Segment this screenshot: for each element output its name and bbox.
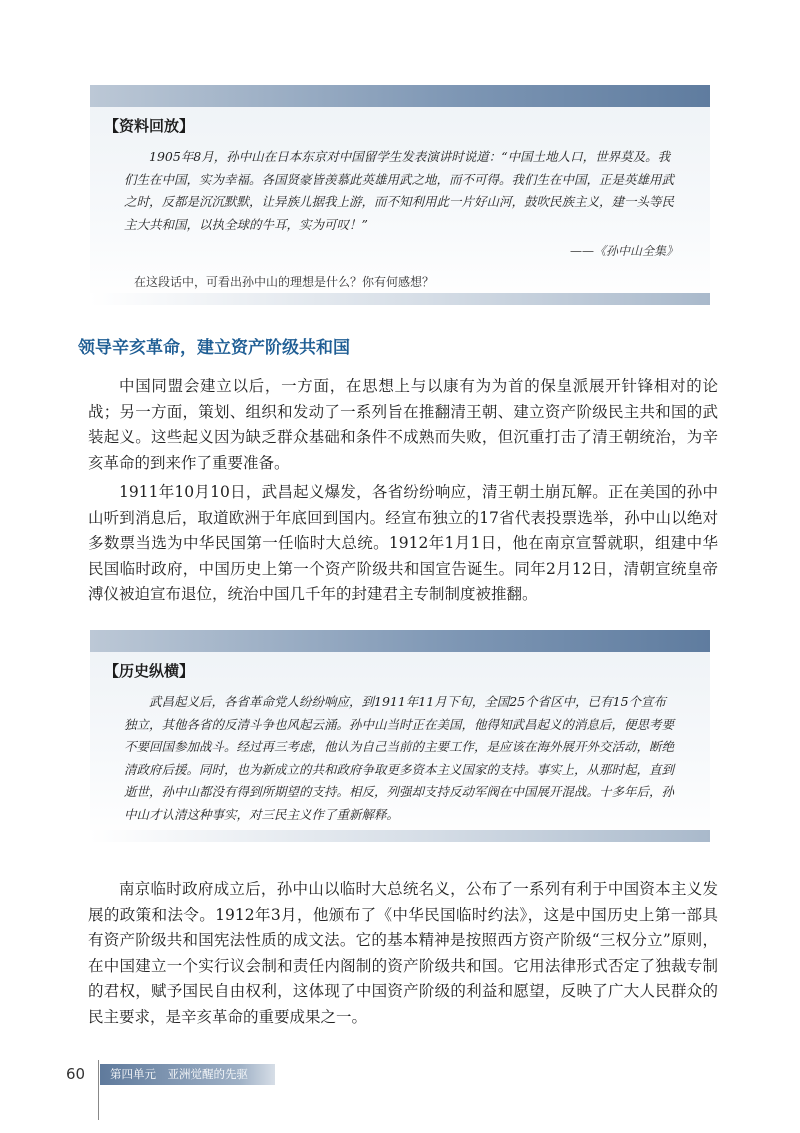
closing-body [88,877,718,1030]
quote-source: ——《孙中山全集》 [569,244,678,258]
footer-divider [98,1060,99,1120]
paragraph: 1911年10月10日，武昌起义爆发，各省纷纷响应，清王朝土崩瓦解。正在美国的孙中山听到消息后，取道欧洲于年底回到国内。经宣布独立的17省代表投票选举，孙中山以绝对多数票当选为中华民国第一任临时大总统。1912年1月1日，他在南京宣誓就职，组建中华民国临时政府，中国历史上第一个资产阶级共和国宣告诞生。同年2月12日，清朝宣统皇帝溥仪被迫宣布退位，统治中国几千年的封建君主专制制度被推翻。 [88,483,718,603]
box-footer-bar [90,830,710,842]
page-number: 60 [66,1065,86,1083]
material-review-quote: 1905年8月，孙中山在日本东京对中国留学生发表演讲时说道：“中国土地人口，世界莫及。我们生在中国，实为幸福。各国贤豪皆羡慕此英雄用武之地，而不可得。我们生在中国，正是英雄用武之时，反都是沉沉默默，让异族儿据我上游，而不知利用此一片好山河，鼓吹民族主义，建一头等民主大共和国，以执全球的牛耳，实为可叹！” [124,149,675,232]
box-header-bar [90,85,710,107]
history-context-title: 【历史纵横】 [104,662,195,680]
section-body [88,374,718,608]
history-context-box [90,630,710,842]
unit-label: 第四单元 亚洲觉醒的先驱 [100,1064,275,1085]
paragraph: 南京临时政府成立后，孙中山以临时大总统名义，公布了一系列有利于中国资本主义发展的政策和法令。1912年3月，他颁布了《中华民国临时约法》，这是中国历史上第一部具有资产阶级共和国宪法性质的成文法。它的基本精神是按照西方资产阶级“三权分立”原则，在中国建立一个实行议会制和责任内阁制的资产阶级共和国。它用法律形式否定了独裁专制的君权，赋予国民自由权利，这体现了中国资产阶级的利益和愿望，反映了广大人民群众的民主要求，是辛亥革命的重要成果之一。 [88,880,718,1026]
material-review-title: 【资料回放】 [104,117,195,135]
paragraph: 中国同盟会建立以后，一方面，在思想上与以康有为为首的保皇派展开针锋相对的论战；另一方面，策划、组织和发动了一系列旨在推翻清王朝、建立资产阶级民主共和国的武装起义。这些起义因为缺乏群众基础和条件不成熟而失败，但沉重打击了清王朝统治，为辛亥革命的到来作了重要准备。 [88,377,718,472]
box-footer-bar [90,293,710,305]
material-review-box [90,85,710,305]
history-context-text: 武昌起义后，各省革命党人纷纷响应，到1911年11月下旬，全国25个省区中，已有15个宣布独立，其他各省的反清斗争也风起云涌。孙中山当时正在美国，他得知武昌起义的消息后，便思考要不要回国参加战斗。经过再三考虑，他认为自己当前的主要工作，是应该在海外展开外交活动，断绝清政府后援。同时，也为新成立的共和政府争取更多资本主义国家的支持。事实上，从那时起，直到逝世，孙中山都没有得到所期望的支持。相反，列强却支持反动军阀在中国展开混战。十多年后，孙中山才认清这种事实，对三民主义作了重新解释。 [124,694,675,822]
reflection-question: 在这段话中，可看出孙中山的理想是什么？你有何感想？ [134,275,435,289]
section-title: 领导辛亥革命，建立资产阶级共和国 [78,338,350,358]
box-header-bar [90,630,710,652]
